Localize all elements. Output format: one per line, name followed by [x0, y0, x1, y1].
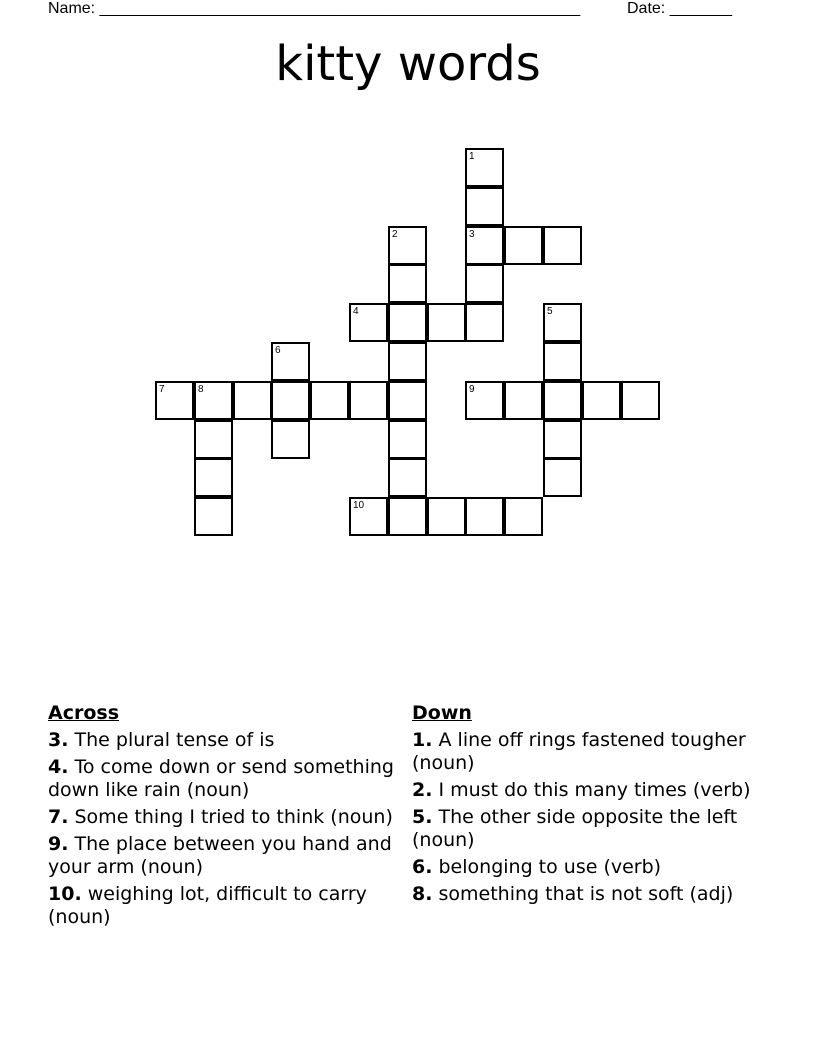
grid-cell[interactable] — [465, 264, 504, 303]
grid-cell[interactable] — [621, 381, 660, 420]
grid-cell[interactable] — [465, 497, 504, 536]
clue-across-9: 9. The place between you hand and your arm (noun) — [48, 833, 392, 878]
grid-cell[interactable] — [194, 381, 233, 420]
grid-cell[interactable] — [582, 381, 621, 420]
grid-cell[interactable] — [388, 303, 427, 342]
clue-across-4: 4. To come down or send something down like rain (noun) — [48, 756, 394, 801]
clue-number: 10 — [353, 500, 365, 511]
grid-cell[interactable] — [543, 381, 582, 420]
grid-cell[interactable] — [543, 226, 582, 265]
clue-number: 7 — [159, 384, 165, 395]
clue-number: 9 — [469, 384, 475, 395]
clue-number: 2 — [392, 229, 398, 240]
grid-cell[interactable] — [543, 303, 582, 342]
grid-cell[interactable] — [271, 342, 310, 381]
grid-cell[interactable] — [465, 381, 504, 420]
clue-down-6: 6. belonging to use (verb) — [412, 856, 662, 878]
grid-cell[interactable] — [388, 497, 427, 536]
clue-number: 8 — [198, 384, 204, 395]
clue-number: 6 — [275, 345, 281, 356]
grid-cell[interactable] — [543, 420, 582, 459]
clue-across-7: 7. Some thing I tried to think (noun) — [48, 806, 393, 828]
clue-number: 5 — [547, 306, 553, 317]
grid-cell[interactable] — [465, 226, 504, 265]
grid-cell[interactable] — [388, 420, 427, 459]
down-heading: Down — [412, 702, 472, 724]
grid-cell[interactable] — [349, 381, 388, 420]
clue-down-5: 5. The other side opposite the left (noun) — [412, 806, 738, 851]
date-field-label: Date: _______ — [627, 0, 732, 17]
grid-cell[interactable] — [194, 420, 233, 459]
grid-cell[interactable] — [233, 381, 272, 420]
clue-down-2: 2. I must do this many times (verb) — [412, 779, 751, 801]
grid-cell[interactable] — [543, 458, 582, 497]
grid-cell[interactable] — [194, 458, 233, 497]
across-heading: Across — [48, 702, 120, 724]
grid-cell[interactable] — [194, 497, 233, 536]
clue-number: 4 — [353, 306, 359, 317]
grid-cell[interactable] — [310, 381, 349, 420]
grid-cell[interactable] — [465, 148, 504, 187]
grid-cell[interactable] — [388, 264, 427, 303]
down-clues — [412, 702, 762, 910]
grid-cell[interactable] — [427, 497, 466, 536]
clue-across-10: 10. weighing lot, difficult to carry (noun) — [48, 883, 367, 928]
page-title: kitty words — [275, 36, 541, 92]
grid-cell[interactable] — [388, 381, 427, 420]
grid-cell[interactable] — [349, 497, 388, 536]
grid-cell[interactable] — [349, 303, 388, 342]
across-clues — [48, 702, 398, 933]
grid-cell[interactable] — [388, 458, 427, 497]
clue-down-8: 8. something that is not soft (adj) — [412, 883, 734, 905]
grid-cell[interactable] — [388, 342, 427, 381]
clue-across-3: 3. The plural tense of is — [48, 729, 275, 751]
grid-cell[interactable] — [504, 381, 543, 420]
name-field-label: Name: ______________________________________________________ — [48, 0, 581, 17]
grid-cell[interactable] — [427, 303, 466, 342]
grid-cell[interactable] — [543, 342, 582, 381]
grid-cell[interactable] — [504, 226, 543, 265]
grid-cell[interactable] — [155, 381, 194, 420]
grid-cell[interactable] — [504, 497, 543, 536]
grid-cell[interactable] — [271, 420, 310, 459]
grid-cell[interactable] — [271, 381, 310, 420]
clue-number: 3 — [469, 229, 475, 240]
grid-cell[interactable] — [388, 226, 427, 265]
grid-cell[interactable] — [465, 187, 504, 226]
grid-cell[interactable] — [465, 303, 504, 342]
clue-down-1: 1. A line off rings fastened tougher (noun) — [412, 729, 746, 774]
clue-number: 1 — [469, 151, 475, 162]
